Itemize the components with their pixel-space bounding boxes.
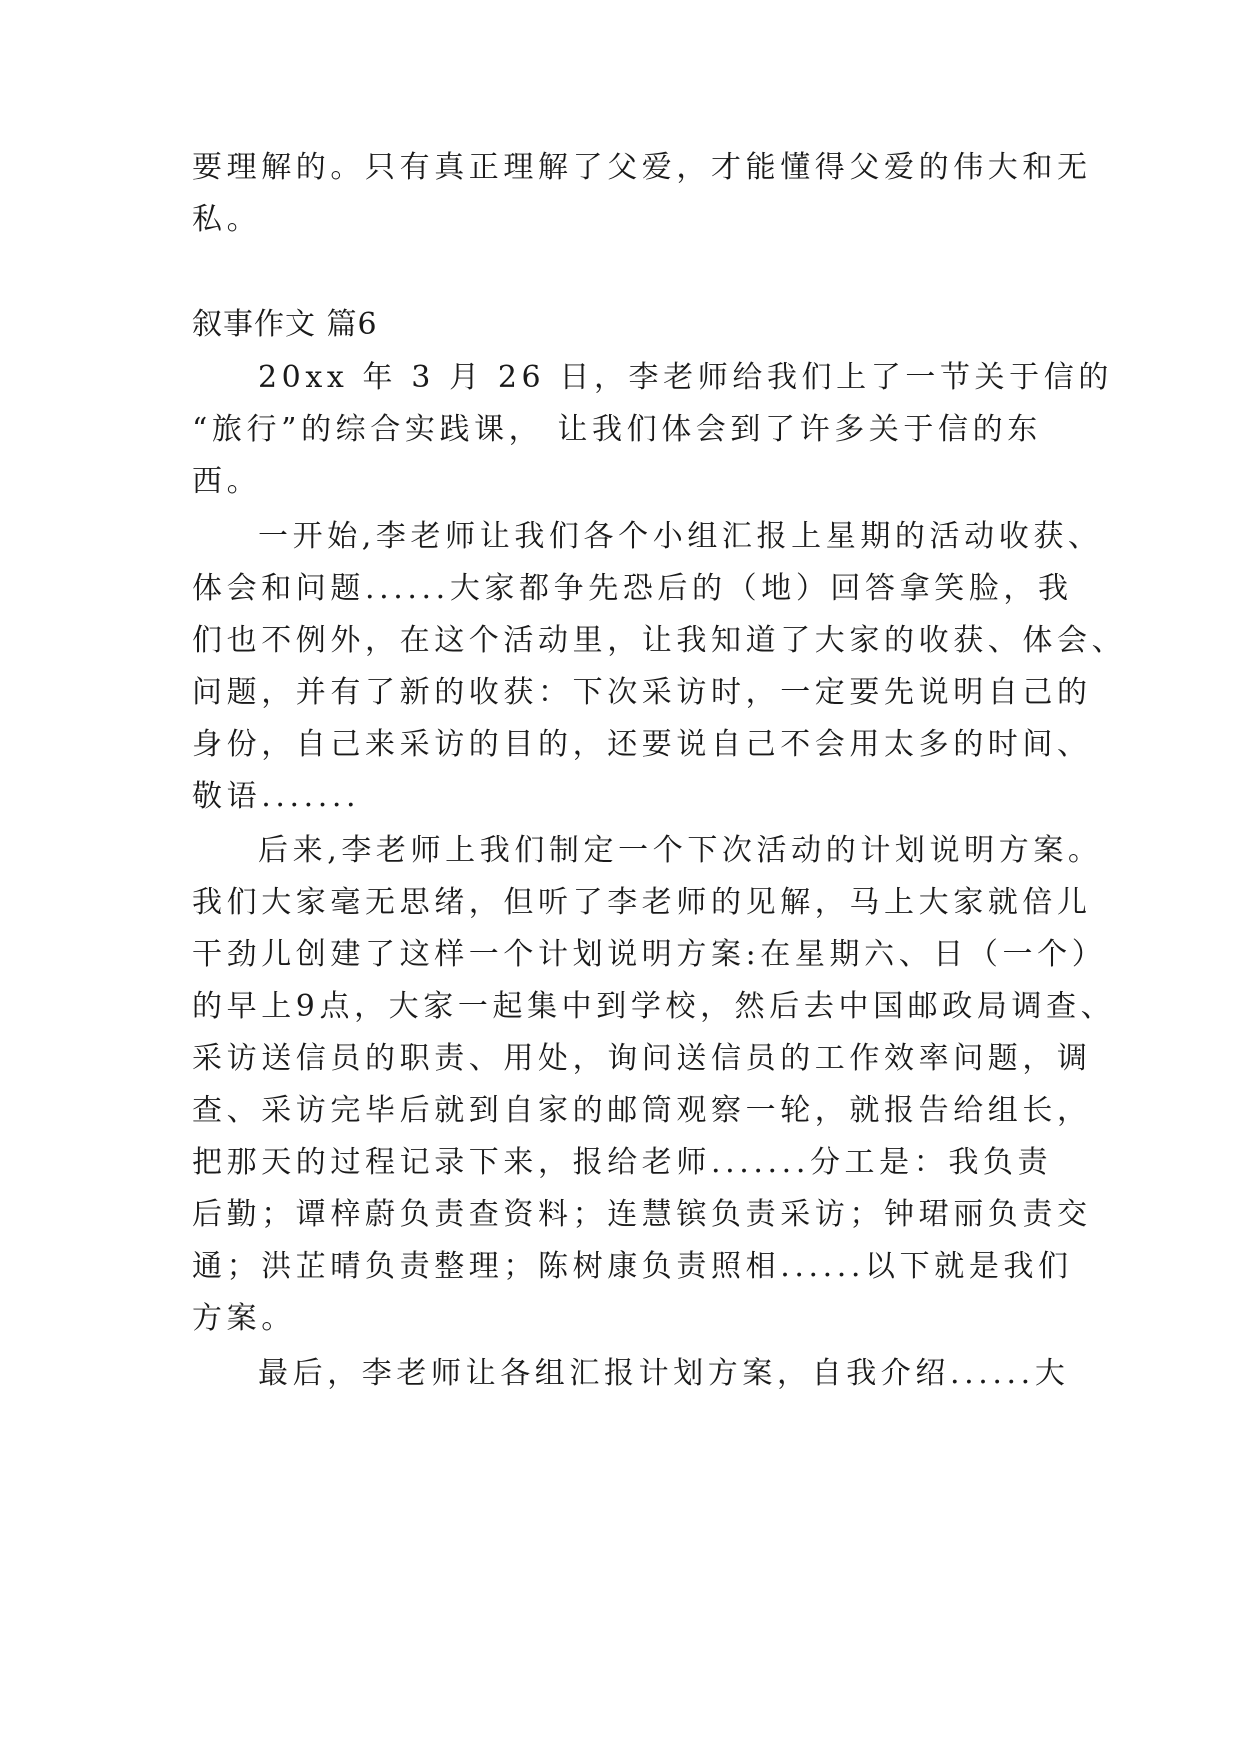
text-line: 一开始,李老师让我们各个小组汇报上星期的活动收获、 (258, 519, 1103, 554)
text-line: 我们大家毫无思绪，但听了李老师的见解，马上大家就倍儿 (192, 885, 1092, 920)
section-heading: 叙事作文 篇6 (192, 307, 378, 342)
text-line: 身份，自己来采访的目的，还要说自己不会用太多的时间、 (192, 727, 1092, 762)
text-line: 干劲儿创建了这样一个计划说明方案:在星期六、日（一个） (192, 937, 1107, 972)
text-line: “旅行”的综合实践课， 让我们体会到了许多关于信的东 (192, 412, 1042, 447)
text-line: 采访送信员的职责、用处，询问送信员的工作效率问题，调 (192, 1041, 1092, 1076)
text-line: 后勤；谭梓蔚负责查资料；连慧镔负责采访；钟珺丽负责交 (192, 1197, 1092, 1232)
text-line: 后来,李老师上我们制定一个下次活动的计划说明方案。 (258, 833, 1103, 868)
text-line: 查、采访完毕后就到自家的邮筒观察一轮，就报告给组长， (192, 1093, 1092, 1128)
text-line: 问题，并有了新的收获：下次采访时，一定要先说明自己的 (192, 675, 1092, 710)
text-line: 方案。 (192, 1301, 296, 1336)
text-line: 们也不例外，在这个活动里，让我知道了大家的收获、体会、 (192, 623, 1127, 658)
text-line: 通；洪芷晴负责整理；陈树康负责照相......以下就是我们 (192, 1249, 1073, 1284)
text-line: 最后，李老师让各组汇报计划方案，自我介绍......大 (258, 1356, 1070, 1391)
text-line: 的早上9点，大家一起集中到学校，然后去中国邮政局调查、 (192, 989, 1116, 1024)
text-line: 西。 (192, 464, 262, 499)
text-line: 私。 (192, 202, 262, 237)
text-line: 体会和问题......大家都争先恐后的（地）回答拿笑脸，我 (192, 571, 1073, 606)
text-line: 敬语....... (192, 779, 361, 814)
text-line: 要理解的。只有真正理解了父爱，才能懂得父爱的伟大和无 (192, 150, 1092, 185)
text-line: 把那天的过程记录下来，报给老师.......分工是：我负责 (192, 1145, 1053, 1180)
text-line: 20xx 年 3 月 26 日，李老师给我们上了一节关于信的 (258, 360, 1113, 395)
